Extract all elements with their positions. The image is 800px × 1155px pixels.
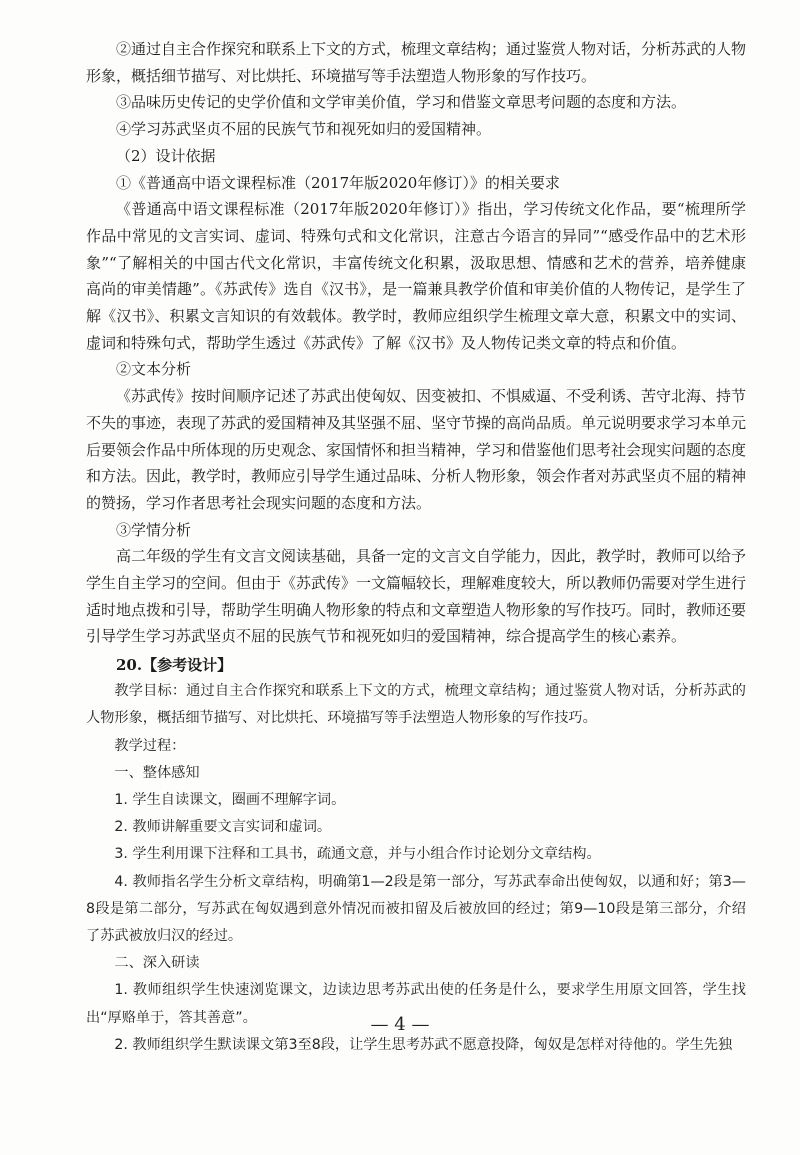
curriculum-standard-title: ①《普通高中语文课程标准（2017年版2020年修订）》的相关要求 <box>116 173 560 192</box>
objective-4: ④学习苏武坚贞不屈的民族气节和视死如归的爱国精神。 <box>116 120 492 139</box>
part1-item: 4. 教师指名学生分析文章结构，明确第1—2段是第一部分，写苏武奉命出使匈奴，以通和好；第3—8段是第二部分，写苏武在匈奴遇到意外情况而被扣留及后被放回的经过；第9—10段是第三部分，介绍了苏武被放归汉的经过。 <box>86 873 746 944</box>
curriculum-standard-body: 《普通高中语文课程标准（2017年版2020年修订）》指出，学习传统文化作品，要“梳理所学作品中常见的文言实词、虚词、特殊句式和文化常识，注意古今语言的异同”“感受作品中的艺术形象”“了解相关的中国古代文化常识，丰富传统文化积累，汲取思想、情感和艺术的营养，培养健康高尚的审美情趣”。《苏武传》选自《汉书》，是一篇兼具教学价值和审美价值的人物传记，是学生了解《汉书》、积累文言知识的有效载体。教学时，教师应组织学生梳理文章大意，积累文中的实词、虚词和特殊句式，帮助学生透过《苏武传》了解《汉书》及人物传记类文章的特点和价值。 <box>86 200 746 352</box>
page-content <box>86 36 746 1059</box>
part1-item: 2. 教师讲解重要文言实词和虚词。 <box>114 819 332 836</box>
student-analysis-body: 高二年级的学生有文言文阅读基础，具备一定的文言文自学能力，因此，教学时，教师可以给予学生自主学习的空间。但由于《苏武传》一文篇幅较长，理解难度较大，所以教师仍需要对学生进行适时地点拨和引导，帮助学生明确人物形象的特点和文章塑造人物形象的写作技巧。同时，教师还要引导学生学习苏武坚贞不屈的民族气节和视死如归的爱国精神，综合提高学生的核心素养。 <box>86 547 747 646</box>
part2-item: 2. 教师组织学生默读课文第3至8段，让学生思考苏武不愿意投降，匈奴是怎样对待他的。学生先独 <box>114 1036 733 1053</box>
text-analysis-body: 《苏武传》按时间顺序记述了苏武出使匈奴、因变被扣、不惧威逼、不受利诱、苦守北海、持节不失的事迹，表现了苏武的爱国精神及其坚强不屈、坚守节操的高尚品质。单元说明要求学习本单元后要领会作品中所体现的历史观念、家国情怀和担当精神，学习和借鉴他们思考社会现实问题的态度和方法。因此，教学时，教师应引导学生通过品味、分析人物形象，领会作者对苏武坚贞不屈的精神的赞扬，学习作者思考社会现实问题的态度和方法。 <box>86 387 747 512</box>
question-20-heading <box>86 652 746 678</box>
teaching-process-title: 教学过程： <box>114 737 186 754</box>
objective-3: ③品味历史传记的史学价值和文学审美价值，学习和借鉴文章思考问题的态度和方法。 <box>116 93 687 112</box>
question-number: 20. <box>116 656 143 675</box>
design-basis-heading: （2）设计依据 <box>116 146 216 165</box>
page-number: — 4 — <box>370 1014 430 1035</box>
part1-item: 1. 学生自读课文，圈画不理解字词。 <box>114 791 346 808</box>
part1-item: 3. 学生利用课下注释和工具书，疏通文意，并与小组合作讨论划分文章结构。 <box>114 846 601 863</box>
objective-2: ②通过自主合作探究和联系上下文的方式，梳理文章结构；通过鉴赏人物对话，分析苏武的人物形象，概括细节描写、对比烘托、环境描写等手法塑造人物形象的写作技巧。 <box>86 40 747 85</box>
student-analysis-title: ③学情分析 <box>116 520 192 539</box>
text-analysis-title: ②文本分析 <box>116 360 192 379</box>
part2-title: 二、深入研读 <box>114 955 200 972</box>
reference-design-label: 【参考设计】 <box>142 656 233 675</box>
teaching-objective: 教学目标：通过自主合作探究和联系上下文的方式，梳理文章结构；通过鉴赏人物对话，分析苏武的人物形象，概括细节描写、对比烘托、环境描写等手法塑造人物形象的写作技巧。 <box>86 683 746 727</box>
part1-title: 一、整体感知 <box>114 764 200 781</box>
part2-item: 1. 教师组织学生快速浏览课文，边读边思考苏武出使的任务是什么，要求学生用原文回答，学生找出“厚赂单于，答其善意”。 <box>86 982 746 1026</box>
